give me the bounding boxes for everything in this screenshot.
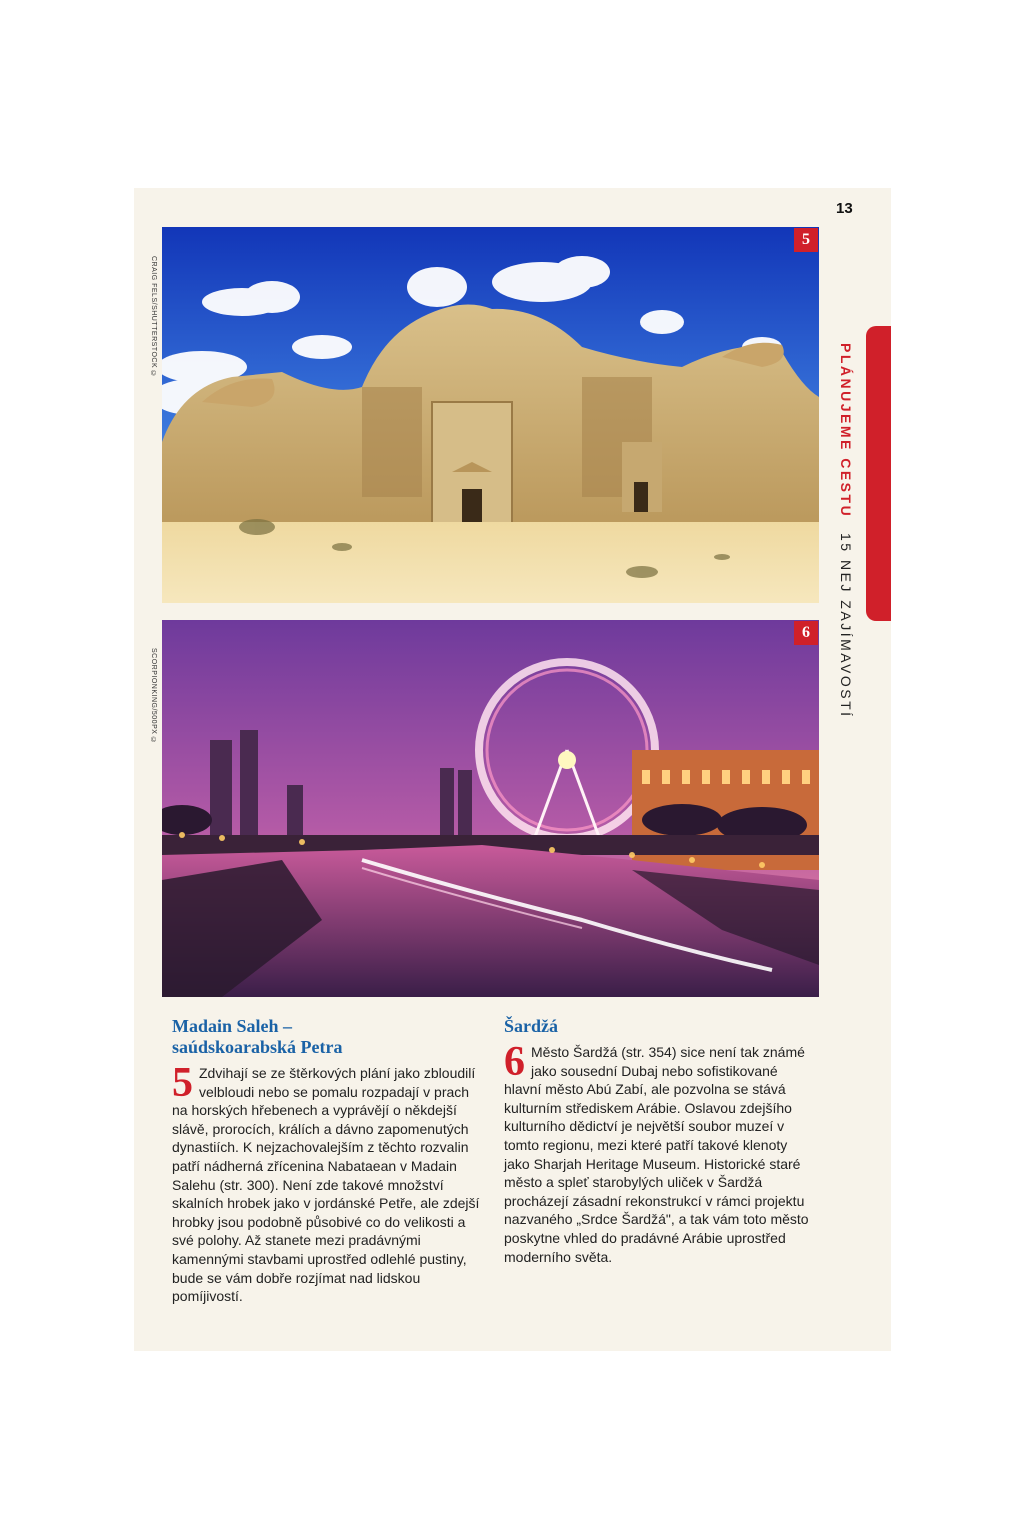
photo-sharjah xyxy=(162,620,819,997)
page-number: 13 xyxy=(836,200,853,217)
article-title-line-2: saúdskoarabská Petra xyxy=(172,1037,343,1057)
photo-credit-2: SCORPIONKING/500PX © xyxy=(150,648,157,745)
article-body xyxy=(172,1060,484,1306)
article-title xyxy=(172,1016,484,1058)
section-sub-label: 15 NEJ ZAJÍMAVOSTÍ xyxy=(838,532,854,719)
article-title-line-1: Šardžá xyxy=(504,1016,558,1036)
article-title xyxy=(504,1016,814,1037)
article-sharjah xyxy=(504,1016,814,1266)
chapter-label xyxy=(838,343,854,718)
article-title-line-1: Madain Saleh – xyxy=(172,1016,293,1036)
article-text: Zdvihají se ze štěrkových plání jako zbloudilí velbloudi nebo se pomalu rozpadají v prach na horských hřebenech a vyprávějí o někdejší slávě, prorocích, králích a dávno zapomenutých dynastiích. K nejzachovalejším z těchto rozvalin patří nádherná zřícenina Nabataean v Madain Salehu (str. 300). Není zde takové množství skalních hrobek jako v jordánské Petře, ale zdejší hrobky jsou podobně působivé co do velikosti a své polohy. Až stanete mezi pradávnými kamennými stavbami uprostřed odlehlé pustiny, bude se vám dobře rozjímat nad lidskou pomíjivostí. xyxy=(172,1065,480,1305)
photo-badge-6: 6 xyxy=(794,621,818,645)
article-body xyxy=(504,1039,814,1266)
photo-madain-saleh xyxy=(162,227,819,603)
section-label: PLÁNUJEME CESTU xyxy=(838,343,854,519)
article-dropcap: 5 xyxy=(172,1060,193,1106)
article-dropcap: 6 xyxy=(504,1039,525,1085)
article-text: Město Šardžá (str. 354) sice není tak známé jako sousední Dubaj nebo sofistikované hlavní město Abú Zabí, ale pozvolna se stává kulturním střediskem Arábie. Oslavou zdejšího kulturního dědictví je největší soubor muzeí v tomto regionu, mezi které patří takové klenoty jako Sharjah Heritage Museum. Historické staré město a spleť starobylých uliček v Šardžá procházejí zásadní rekonstrukcí v rámci projektu nazvaného „Srdce Šardžá", a tak vám toto město poskytne vhled do pradávné Arábie uprostřed moderního světa. xyxy=(504,1044,809,1265)
article-madain-saleh xyxy=(172,1016,484,1306)
photo-credit-1: CRAIG FELS/SHUTTERSTOCK © xyxy=(150,256,157,379)
chapter-tab xyxy=(866,326,891,621)
photo-badge-5: 5 xyxy=(794,228,818,252)
